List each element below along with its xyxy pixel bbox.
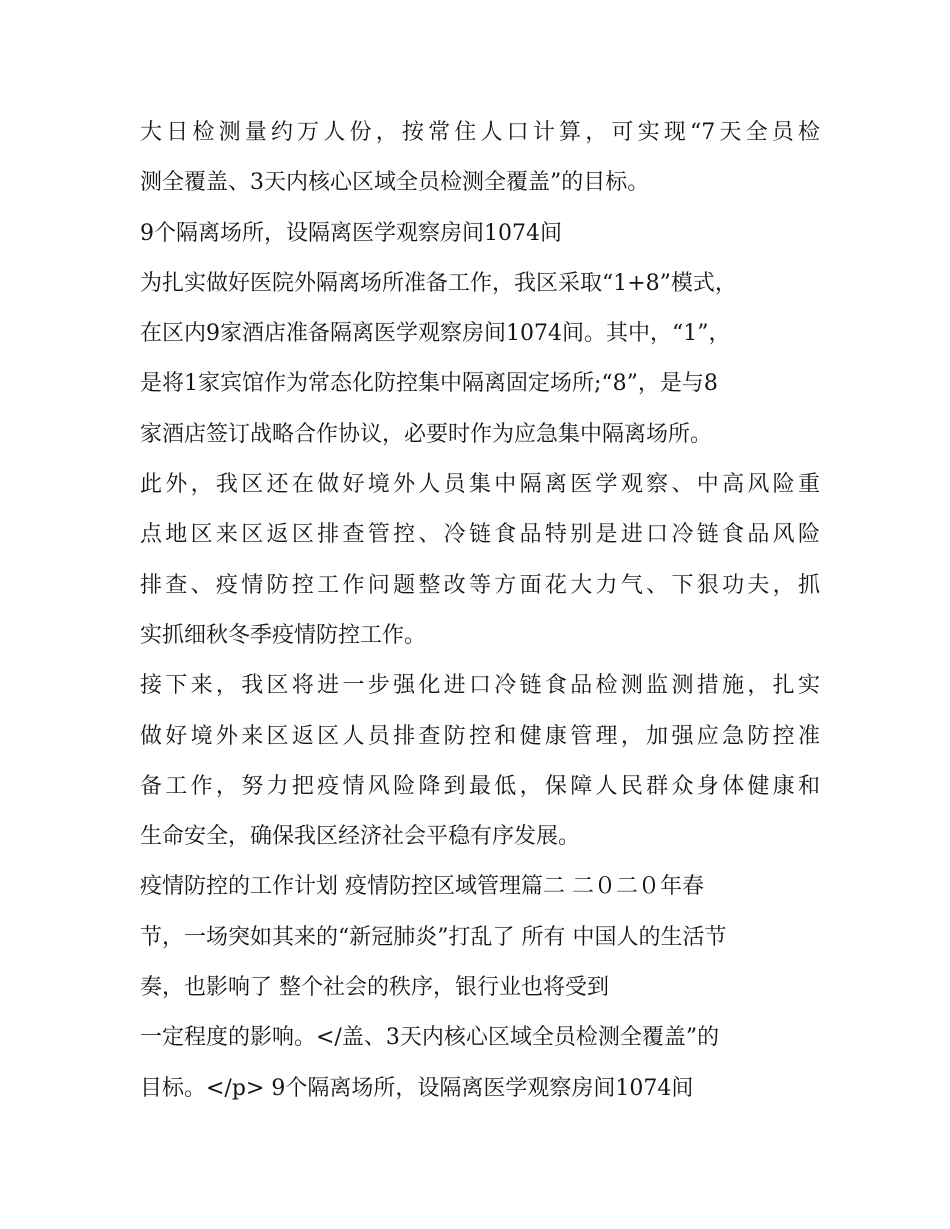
text-line-8: 此外，我区还在做好境外人员集中隔离医学观察、中高风险重 [140,472,820,498]
text-line-2: 测全覆盖、3天内核心区域全员检测全覆盖”的目标。 [140,170,650,196]
text-line-17: 节，一场突如其来的“新冠肺炎”打乱了 所有 中国人的生活节 [140,924,727,950]
text-line-9: 点地区来区返区排查管控、冷链食品特别是进口冷链食品风险 [140,522,820,548]
text-line-6: 是将1家宾馆作为常态化防控集中隔离固定场所;“8”，是与8 [140,371,718,397]
text-line-14: 备工作，努力把疫情风险降到最低，保障人民群众身体健康和 [140,773,820,799]
document-body [140,108,820,1114]
text-line-13: 做好境外来区返区人员排查防控和健康管理，加强应急防控准 [140,723,820,749]
text-line-4: 为扎实做好医院外隔离场所准备工作，我区采取“1+8”模式， [140,270,737,296]
text-line-19: 一定程度的影响。</盖、3天内核心区域全员检测全覆盖”的 [140,1025,720,1051]
text-line-7: 家酒店签订战略合作协议，必要时作为应急集中隔离场所。 [140,421,713,447]
text-line-12: 接下来，我区将进一步强化进口冷链食品检测监测措施，扎实 [140,673,820,699]
text-line-15: 生命安全，确保我区经济社会平稳有序发展。 [140,824,581,850]
text-line-20: 目标。</p> 9个隔离场所，设隔离医学观察房间1074间 [140,1075,694,1101]
text-line-1: 大日检测量约万人份，按常住人口计算，可实现“7天全员检 [140,120,820,145]
text-line-3: 9个隔离场所，设隔离医学观察房间1074间 [140,220,562,246]
text-line-5: 在区内9家酒店准备隔离医学观察房间1074间。其中，“1”， [140,321,731,347]
text-line-11: 实抓细秋冬季疫情防控工作。 [140,622,427,648]
text-line-16: 疫情防控的工作计划 疫情防控区域管理篇二 二０二０年春 [140,874,704,900]
text-line-10: 排查、疫情防控工作问题整改等方面花大力气、下狠功夫，抓 [140,572,820,598]
text-line-18: 奏，也影响了 整个社会的秩序，银行业也将受到 [140,975,609,1001]
